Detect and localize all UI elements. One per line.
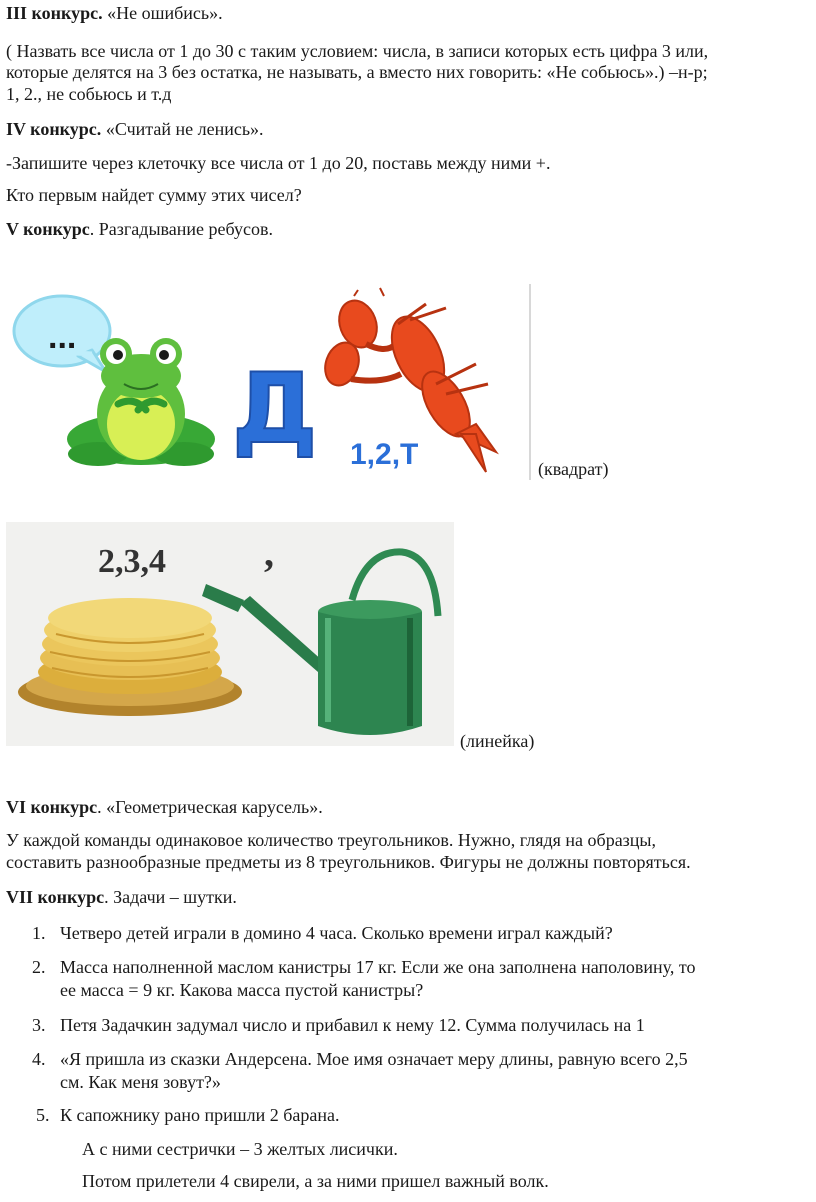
- contest3-title: III конкурс.: [6, 3, 103, 23]
- rebus-answer-lineyka: (линейка): [460, 731, 535, 751]
- list-item-continuation: ее масса = 9 кг. Какова масса пустой канистры?: [60, 980, 424, 1000]
- verse-line-1: А с ними сестрички – 3 желтых лисички.: [82, 1139, 398, 1159]
- rebus-kvadrat-image: [6, 284, 532, 480]
- list-item: «Я пришла из сказки Андерсена. Мое имя означает меру длины, равную всего 2,5: [60, 1049, 688, 1069]
- pancakes-icon: [18, 598, 242, 716]
- contest6-desc-2: составить разнообразные предметы из 8 треугольников. Фигуры не должны повторяться.: [6, 852, 691, 872]
- contest3-name: «Не ошибись».: [102, 3, 223, 23]
- contest4-desc-1: -Запишите через клеточку все числа от 1 до 20, поставь между ними +.: [6, 153, 551, 173]
- contest6-heading: [6, 796, 323, 818]
- list-item: Четверо детей играли в домино 4 часа. Сколько времени играл каждый?: [60, 923, 613, 943]
- list-item-number: 5.: [36, 1105, 50, 1125]
- rebus-letter: Д: [232, 353, 318, 465]
- contest5-heading: [6, 218, 273, 240]
- list-item: Масса наполненной маслом канистры 17 кг. Если же она заполнена наполовину, то: [60, 957, 696, 977]
- contest7-heading: [6, 886, 237, 908]
- contest6-title: VI конкурс: [6, 797, 98, 817]
- bubble-dots: ...: [48, 318, 77, 356]
- list-item-continuation: см. Как меня зовут?»: [60, 1072, 221, 1092]
- list-item-number: 4.: [32, 1049, 46, 1069]
- contest3-desc-2: которые делятся на 3 без остатка, не называть, а вместо них говорить: «Не собьюсь».) –н-р;: [6, 62, 708, 82]
- rebus-comma: ,: [264, 530, 274, 575]
- contest4-title: IV конкурс.: [6, 119, 102, 139]
- contest7-name: . Задачи – шутки.: [104, 887, 237, 907]
- contest3-heading: [6, 2, 223, 24]
- rebus-caption-numbers: 1,2,Т: [350, 438, 419, 471]
- list-item-number: 3.: [32, 1015, 46, 1035]
- rebus-caption-digits: 2,3,4: [98, 543, 166, 580]
- contest5-title: V конкурс: [6, 219, 90, 239]
- contest4-heading: [6, 118, 264, 140]
- contest4-desc-2: Кто первым найдет сумму этих чисел?: [6, 185, 302, 205]
- contest3-desc-1: ( Назвать все числа от 1 до 30 с таким условием: числа, в записи которых есть цифра 3 или,: [6, 41, 709, 61]
- verse-line-2: Потом прилетели 4 свирели, а за ними пришел важный волк.: [82, 1171, 549, 1191]
- contest6-name: . «Геометрическая карусель».: [97, 797, 323, 817]
- contest5-name: . Разгадывание ребусов.: [89, 219, 273, 239]
- contest6-desc-1: У каждой команды одинаковое количество треугольников. Нужно, глядя на образцы,: [6, 830, 657, 850]
- list-item: Петя Задачкин задумал число и прибавил к нему 12. Сумма получилась на 1: [60, 1015, 645, 1035]
- contest4-name: «Считай не ленись».: [101, 119, 264, 139]
- rebus-answer-kvadrat: (квадрат): [538, 459, 609, 479]
- contest7-title: VII конкурс: [6, 887, 105, 907]
- list-item-number: 1.: [32, 923, 46, 943]
- rebus-lineyka-image: [6, 522, 454, 746]
- list-item: К сапожнику рано пришли 2 барана.: [60, 1105, 340, 1125]
- contest3-desc-3: 1, 2., не собьюсь и т.д: [6, 84, 172, 104]
- list-item-number: 2.: [32, 957, 46, 977]
